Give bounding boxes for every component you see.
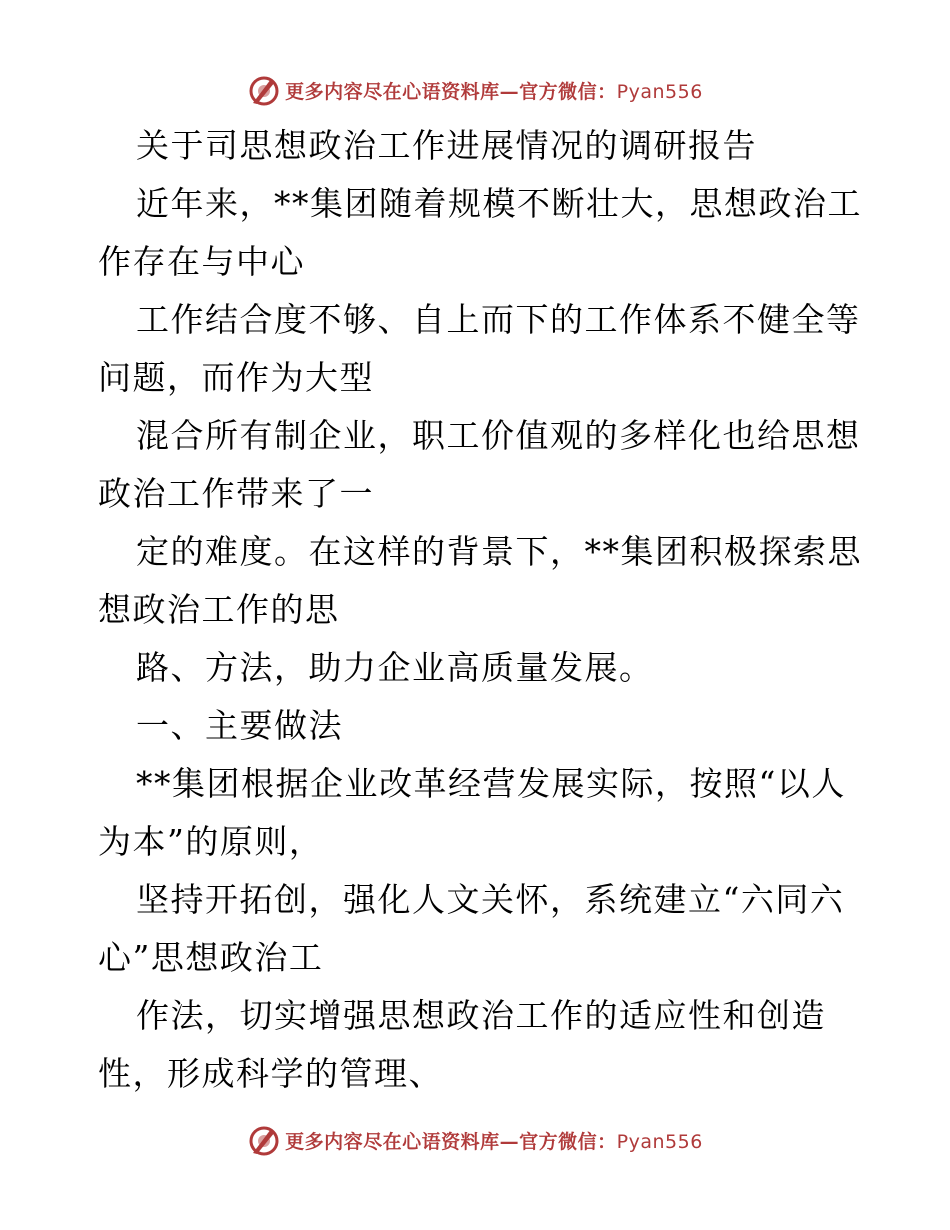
paragraph-line: 性，形成科学的管理、: [98, 1054, 443, 1093]
document-body: [98, 117, 862, 1103]
paragraph-line: 工作结合度不够、自上而下的工作体系不健全等: [136, 300, 861, 339]
paragraph-line: 混合所有制企业，职工价值观的多样化也给思想: [136, 416, 861, 455]
watermark-text: 更多内容尽在心语资料库—官方微信：Pyan556: [285, 80, 703, 103]
footer-watermark: [0, 1120, 950, 1160]
header-watermark: [0, 70, 950, 110]
paragraph-line: 近年来，**集团随着规模不断壮大，思想政治工: [136, 184, 862, 223]
paragraph-line: 定的难度。在这样的背景下，**集团积极探索思: [136, 532, 862, 571]
paragraph-line: 问题，而作为大型: [98, 358, 374, 397]
paragraph-line: 心”思想政治工: [98, 938, 324, 977]
paragraph-line: 作法，切实增强思想政治工作的适应性和创造: [136, 996, 826, 1035]
paragraph-line: 政治工作带来了一: [98, 474, 374, 513]
document-title: 关于司思想政治工作进展情况的调研报告: [136, 126, 757, 165]
paragraph-line: 坚持开拓创，强化人文关怀，系统建立“六同六: [136, 880, 845, 919]
paragraph-line: 想政治工作的思: [98, 590, 340, 629]
quill-logo-icon: [247, 1123, 281, 1157]
paragraph-line: 作存在与中心: [98, 242, 305, 281]
section-heading: 一、主要做法: [136, 706, 343, 745]
paragraph-line: 路、方法，助力企业高质量发展。: [136, 648, 654, 687]
paragraph-line: 为本”的原则，: [98, 822, 324, 861]
quill-logo-icon: [247, 73, 281, 107]
watermark-text: 更多内容尽在心语资料库—官方微信：Pyan556: [285, 1130, 703, 1153]
paragraph-line: **集团根据企业改革经营发展实际，按照“以人: [136, 764, 846, 803]
